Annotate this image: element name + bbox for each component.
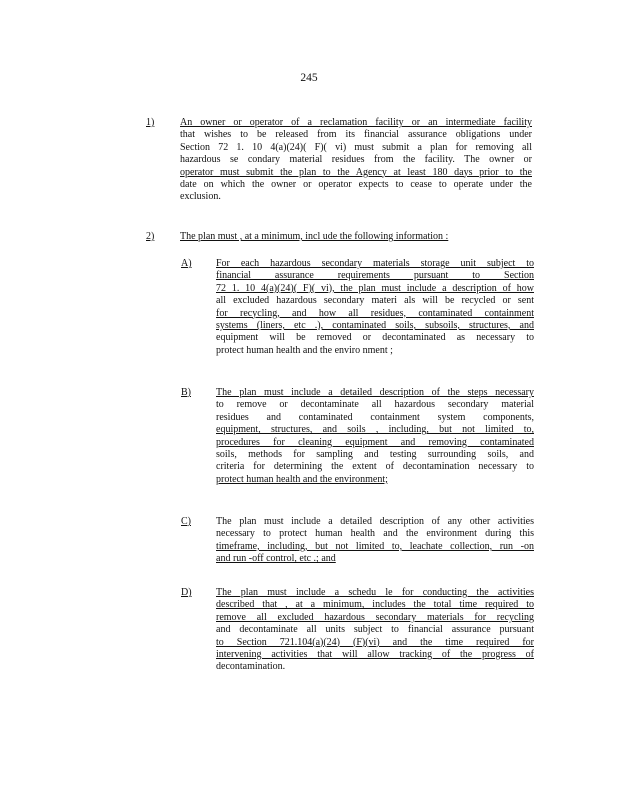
text-line: exclusion. bbox=[180, 191, 221, 203]
text-line: all excluded hazardous secondary materi als will be recycled or sent bbox=[216, 295, 534, 307]
text-line: soils, methods for sampling and testing surrounding soils, and bbox=[216, 448, 534, 460]
text-line: financial assurance requirements pursuant to Section bbox=[216, 270, 534, 282]
text-line: decontamination. bbox=[216, 661, 286, 673]
text-line: and decontaminate all units subject to financial assurance pursuant bbox=[216, 624, 534, 636]
text-line: equipment, structures, and soils , including, but not limited to, bbox=[216, 424, 534, 436]
text-line: to remove or decontaminate all hazardous secondary material bbox=[216, 399, 534, 411]
item-2-c-text bbox=[216, 516, 534, 566]
item-1-label: 1) bbox=[146, 117, 155, 128]
item-2-a-label: A) bbox=[181, 258, 192, 269]
item-2-b-label: B) bbox=[181, 387, 191, 398]
text-line: equipment will be removed or decontaminated as necessary to bbox=[216, 332, 534, 344]
text-line: The plan must , at a minimum, incl ude the following information : bbox=[180, 231, 449, 242]
text-line: Section 72 1. 10 4(a)(24)( F)( vi) must submit a plan for removing all bbox=[180, 141, 532, 153]
text-line: The plan must include a detailed description of the steps necessary bbox=[216, 387, 534, 398]
item-2-d-text bbox=[216, 587, 534, 674]
item-2-d-label: D) bbox=[181, 587, 192, 598]
item-2-c-label: C) bbox=[181, 516, 191, 527]
text-line: The plan must include a schedu le for conducting the activities bbox=[216, 587, 534, 598]
text-line: criteria for determining the extent of decontamination necessary to bbox=[216, 461, 534, 473]
text-line: and run -off control, etc .; and bbox=[216, 553, 336, 565]
text-line: For each hazardous secondary materials storage unit subject to bbox=[216, 258, 534, 269]
text-line: residues and contaminated containment system components, bbox=[216, 411, 534, 423]
text-line: systems (liners, etc .), contaminated soils, subsoils, structures, and bbox=[216, 319, 534, 331]
text-line: to Section 721.104(a)(24) (F)(vi) and the time required for bbox=[216, 636, 534, 648]
text-line: protect human health and the enviro nment ; bbox=[216, 344, 393, 356]
text-line: The plan must include a detailed description of any other activities bbox=[216, 516, 534, 527]
text-line: hazardous se condary material residues from the facility. The owner or bbox=[180, 154, 532, 166]
text-line: for recycling, and how all residues, contaminated containment bbox=[216, 307, 534, 319]
text-line: procedures for cleaning equipment and removing contaminated bbox=[216, 436, 534, 448]
text-line: 72 1. 10 4(a)(24)( F)( vi), the plan must include a description of how bbox=[216, 282, 534, 294]
item-2-text bbox=[180, 231, 532, 243]
text-line: operator must submit the plan to the Agency at least 180 days prior to the bbox=[180, 166, 532, 178]
item-2-b-text bbox=[216, 387, 534, 486]
text-line: timeframe, including, but not limited to, leachate collection, run -on bbox=[216, 540, 534, 552]
text-line: described that , at a minimum, includes the total time required to bbox=[216, 599, 534, 611]
text-line: intervening activities that will allow tracking of the progress of bbox=[216, 648, 534, 660]
text-line: necessary to protect human health and the environment during this bbox=[216, 528, 534, 540]
item-2-a-text bbox=[216, 258, 534, 357]
page-number: 245 bbox=[300, 72, 318, 84]
item-2-label: 2) bbox=[146, 231, 155, 242]
item-1-text bbox=[180, 117, 532, 204]
text-line: date on which the owner or operator expects to cease to operate under the bbox=[180, 178, 532, 190]
text-line: protect human health and the environment; bbox=[216, 473, 388, 485]
text-line: that wishes to be released from its financial assurance obligations under bbox=[180, 129, 532, 141]
text-line: An owner or operator of a reclamation facility or an intermediate facility bbox=[180, 117, 532, 128]
text-line: remove all excluded hazardous secondary materials for recycling bbox=[216, 611, 534, 623]
